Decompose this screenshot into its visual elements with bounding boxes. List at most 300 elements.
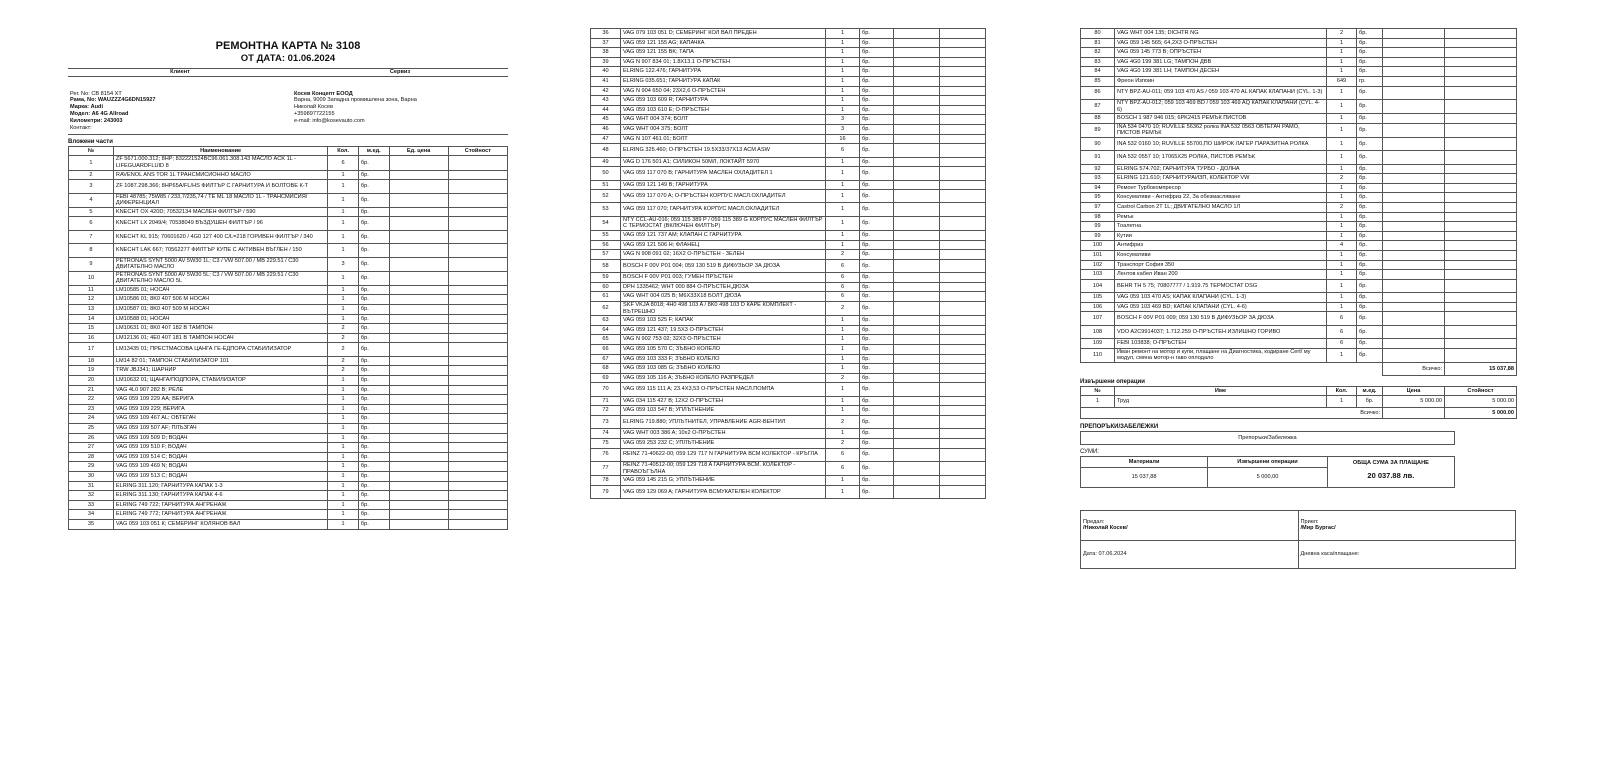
part-unit: бр. (860, 57, 894, 67)
handed-label: Предал: (1083, 518, 1105, 525)
part-unit-price (1383, 29, 1445, 39)
part-row (1081, 212, 1517, 222)
part-value (448, 305, 507, 315)
parts-table-3 (1080, 28, 1517, 376)
part-value (940, 67, 986, 77)
part-qty: 1 (1327, 348, 1357, 362)
part-unit: бр. (358, 217, 389, 230)
part-name: PETRONAS SYNT 5000 AV 5W30 5L; C3 / VW 507.00 / MB 229.51 / C30 ДВИГАТЕЛНО МАСЛО 5L (113, 271, 327, 285)
part-unit-price (1383, 123, 1445, 137)
part-value (940, 344, 986, 354)
part-value (448, 170, 507, 180)
part-row (1081, 164, 1517, 174)
part-qty: 1 (1327, 67, 1357, 77)
part-number: 80 (1081, 29, 1115, 39)
op-col-name: Име (1115, 386, 1327, 395)
part-unit-price (894, 373, 940, 383)
part-number: 19 (69, 366, 114, 376)
part-value (448, 433, 507, 443)
part-qty: 1 (826, 396, 860, 406)
operations-total-label: Всичко: (1081, 407, 1383, 418)
part-qty: 1 (1327, 123, 1357, 137)
part-row (69, 156, 508, 170)
part-name: BOSCH 1 987 946 015; 6PK2415 РЕМЪК ПИСТОВ (1115, 114, 1327, 124)
part-number: 76 (591, 448, 621, 461)
part-number: 72 (591, 406, 621, 416)
part-number: 75 (591, 438, 621, 448)
part-row (1081, 231, 1517, 241)
part-name: KNECHT LX 2049/4; 70538049 ВЪЗДУШЕН ФИЛТЪР / 96 (113, 217, 327, 230)
part-unit: бр. (358, 452, 389, 462)
parts-rows-3 (1081, 29, 1517, 363)
part-qty: 6 (826, 282, 860, 292)
part-row (591, 29, 986, 39)
part-qty: 1 (1327, 114, 1357, 124)
part-name: VAG 059 109 513 C; ВОДАЧ (113, 471, 327, 481)
part-name: Фреон Изпоин (1115, 76, 1327, 86)
part-number: 63 (591, 316, 621, 326)
part-name: Castrol Carbon 2T 1L; ДВИГАТЕЛНО МАСЛО 1Л (1115, 203, 1327, 213)
part-unit-price (389, 305, 448, 315)
part-number: 32 (69, 491, 114, 501)
part-unit-price (1383, 48, 1445, 58)
part-unit: бр. (358, 366, 389, 376)
part-row (591, 250, 986, 260)
part-qty: 649 (1327, 76, 1357, 86)
part-name: ELRING 122.476; ГАРНИТУРА (621, 67, 826, 77)
part-qty: 1 (1327, 231, 1357, 241)
part-value (940, 157, 986, 167)
part-number: 14 (69, 314, 114, 324)
cash-cell: Дневна каса/плащане: (1298, 540, 1516, 568)
part-name: VAG N 904 650 04; 23X2,6 О-ПРЪСТЕН (621, 86, 826, 96)
handed-by-cell (1081, 510, 1299, 540)
part-unit-price (894, 302, 940, 316)
part-row (1081, 137, 1517, 150)
part-qty: 1 (1327, 48, 1357, 58)
part-row (1081, 325, 1517, 338)
part-row (69, 343, 508, 356)
part-row (69, 452, 508, 462)
op-cell-qty: 1 (1327, 395, 1357, 407)
part-unit: бр. (1357, 222, 1383, 232)
service-line: Николай Косев (294, 104, 333, 111)
part-unit-price (389, 295, 448, 305)
part-row (1081, 339, 1517, 349)
part-unit-price (389, 244, 448, 257)
part-unit: бр. (860, 476, 894, 486)
part-unit: бр. (358, 443, 389, 453)
received-by-cell (1298, 510, 1516, 540)
part-name: Ремък (1115, 212, 1327, 222)
part-value (448, 443, 507, 453)
part-name: VAG 059 103 610 E; О-ПРЪСТЕН (621, 105, 826, 115)
part-qty: 1 (328, 414, 359, 424)
part-number: 68 (591, 364, 621, 374)
part-number: 94 (1081, 183, 1115, 193)
service-line: e-mail: info@kosevauto.com (294, 117, 365, 124)
part-unit-price (894, 124, 940, 134)
part-unit-price (389, 404, 448, 414)
part-number: 58 (591, 259, 621, 272)
part-row (1081, 29, 1517, 39)
part-number: 52 (591, 190, 621, 203)
part-number: 8 (69, 244, 114, 257)
part-row (591, 406, 986, 416)
part-number: 28 (69, 452, 114, 462)
part-row (591, 282, 986, 292)
part-value (1445, 57, 1517, 67)
part-name: VAG N 907 834 01; 1.8X13.1 О-ПРЪСТЕН (621, 57, 826, 67)
part-qty: 1 (826, 231, 860, 241)
part-number: 64 (591, 325, 621, 335)
part-qty: 1 (328, 395, 359, 405)
part-unit: бр. (1357, 260, 1383, 270)
part-number: 101 (1081, 251, 1115, 261)
part-number: 95 (1081, 193, 1115, 203)
part-value (940, 476, 986, 486)
notes-section-title: ПРЕПОРЪКИ/ЗАБЕЛЕЖКИ (1080, 423, 1159, 430)
part-number: 105 (1081, 293, 1115, 303)
part-unit: бр. (358, 376, 389, 386)
part-unit: бр. (860, 373, 894, 383)
part-value (448, 510, 507, 520)
part-unit: бр. (860, 438, 894, 448)
part-qty: 1 (826, 325, 860, 335)
part-unit: бр. (860, 250, 894, 260)
part-unit: бр. (860, 344, 894, 354)
part-name: Иван ремонт на мотор и купи, плащане на Диагностика, кодиране Cert/ му модул, смяна мотор-н гаво оплодало (1115, 348, 1327, 362)
part-unit: бр. (860, 157, 894, 167)
part-row (69, 180, 508, 193)
part-name: VAG N 908 091 02; 16X2 О-ПРЪСТЕН - ЗЕЛЕН (621, 250, 826, 260)
part-unit: бр. (860, 190, 894, 203)
part-unit: бр. (1357, 137, 1383, 150)
part-name: LM10632 01; ЩАНГА/ПОДПОРА, СТАБИЛИЗАТОР (113, 376, 327, 386)
part-number: 65 (591, 335, 621, 345)
part-number: 41 (591, 76, 621, 86)
part-unit-price (894, 429, 940, 439)
part-row (591, 180, 986, 190)
part-number: 33 (69, 500, 114, 510)
part-unit: бр. (358, 295, 389, 305)
part-unit-price (894, 231, 940, 241)
part-value (940, 406, 986, 416)
part-qty: 1 (328, 217, 359, 230)
part-qty: 1 (826, 476, 860, 486)
part-unit: бр. (1357, 212, 1383, 222)
notes-header: Препоръки/Забележка (1081, 431, 1455, 444)
part-value (1445, 151, 1517, 164)
part-unit: бр. (1357, 241, 1383, 251)
col-header-qty: Кол. (328, 147, 359, 156)
part-name: VAG 079 103 051 D; СЕМЕРИНГ КОЛ ВАЛ ПРЕДЕН (621, 29, 826, 39)
part-row (1081, 183, 1517, 193)
part-unit-price (389, 271, 448, 285)
operations-table (1080, 386, 1517, 419)
part-unit: бр. (1357, 57, 1383, 67)
part-value (1445, 212, 1517, 222)
part-unit-price (1383, 137, 1445, 150)
part-unit-price (894, 167, 940, 180)
client-service-table (68, 68, 508, 135)
part-row (1081, 174, 1517, 184)
part-unit-price (894, 29, 940, 39)
part-name: BOSCH F 00V P01 003; ГУМЕН ПРЪСТЕН (621, 273, 826, 283)
part-row (1081, 193, 1517, 203)
part-value (940, 231, 986, 241)
part-row (1081, 57, 1517, 67)
part-number: 47 (591, 134, 621, 144)
part-name: VAG 059 109 509 D; ВОДАЧ (113, 433, 327, 443)
client-line: Контакт: (70, 124, 92, 131)
part-qty: 6 (1327, 339, 1357, 349)
part-unit: бр. (358, 414, 389, 424)
part-qty: 1 (1327, 260, 1357, 270)
part-row (591, 67, 986, 77)
service-line: +359897722155 (294, 110, 335, 117)
part-value (448, 366, 507, 376)
signatures-table (1080, 510, 1516, 569)
part-unit-price (389, 333, 448, 343)
part-name: ELRING 719.880; УПЛЪТНИТЕЛ, УПРАВЛЕНИЕ AGR-ВЕНТИЛ (621, 415, 826, 428)
part-name: VAG 059 109 469 N; ВОДАЧ (113, 462, 327, 472)
part-value (1445, 137, 1517, 150)
part-row (69, 462, 508, 472)
part-value (940, 250, 986, 260)
part-unit: бр. (1357, 270, 1383, 280)
part-unit: бр. (860, 383, 894, 396)
part-name: Консумативи (1115, 251, 1327, 261)
part-row (69, 414, 508, 424)
page-1 (68, 40, 508, 530)
client-line: Рама, No: WAUZZZ4G6DN15927 (70, 97, 156, 104)
part-qty: 1 (826, 105, 860, 115)
part-name: VAG D 176 501 A1; СИЛИКОН 50МЛ, ЛОКТАЙТ 5970 (621, 157, 826, 167)
part-unit-price (389, 423, 448, 433)
part-unit: бр. (1357, 86, 1383, 99)
part-row (1081, 260, 1517, 270)
client-line: Модел: A6 4G Allroad (70, 110, 129, 117)
part-unit: бр. (1357, 279, 1383, 292)
part-value (1445, 222, 1517, 232)
col-header-unit-price: Ед. цена (389, 147, 448, 156)
part-unit: бр. (1357, 38, 1383, 48)
part-name: KNECHT OX 420D; 70532134 МАСЛЕН ФИЛТЪР / 590 (113, 207, 327, 217)
part-qty: 1 (328, 510, 359, 520)
part-number: 88 (1081, 114, 1115, 124)
part-number: 29 (69, 462, 114, 472)
part-qty: 6 (826, 273, 860, 283)
part-name: VDO A2C9914037; 1.712.259 О-ПРЪСТЕН ИЗЛИШНО ГОРИВО (1115, 325, 1327, 338)
part-unit: бр. (358, 314, 389, 324)
part-unit: бр. (1357, 67, 1383, 77)
part-unit-price (389, 314, 448, 324)
part-value (940, 415, 986, 428)
part-row (69, 356, 508, 366)
part-name: VAG 034 115 427 B; 12X2 О-ПРЪСТЕН (621, 396, 826, 406)
part-value (448, 314, 507, 324)
part-name: ELRING 749 772; ГАРНИТУРА АНГРЕНАЖ (113, 510, 327, 520)
part-value (1445, 325, 1517, 338)
part-number: 90 (1081, 137, 1115, 150)
part-value (940, 216, 986, 230)
part-qty: 1 (826, 180, 860, 190)
part-unit-price (389, 343, 448, 356)
part-unit-price (1383, 302, 1445, 312)
part-name: LM14 82 01; ТАМПОН СТАБИЛИЗАТОР 101 (113, 356, 327, 366)
part-unit-price (389, 395, 448, 405)
notes-table (1080, 431, 1455, 445)
part-unit: бр. (358, 333, 389, 343)
part-unit-price (389, 414, 448, 424)
part-unit: бр. (860, 406, 894, 416)
part-number: 36 (591, 29, 621, 39)
part-row (591, 38, 986, 48)
part-value (1445, 339, 1517, 349)
part-qty: 1 (826, 406, 860, 416)
op-cell-unit: бр. (1357, 395, 1383, 407)
part-qty: 1 (328, 452, 359, 462)
sums-section-title: СУМИ: (1080, 448, 1099, 455)
part-name: VAG 059 103 470 AS; КАПАК КЛАПАНИ (CYL. 1-3) (1115, 293, 1327, 303)
part-number: 60 (591, 282, 621, 292)
part-unit: бр. (1357, 325, 1383, 338)
parts-section-title: Вложени части (68, 139, 113, 146)
part-unit-price (389, 452, 448, 462)
part-value (1445, 293, 1517, 303)
part-number: 67 (591, 354, 621, 364)
part-value (940, 115, 986, 125)
part-number: 53 (591, 203, 621, 216)
part-value (448, 333, 507, 343)
part-unit-price (1383, 57, 1445, 67)
part-qty: 2 (1327, 203, 1357, 213)
part-qty: 1 (328, 295, 359, 305)
part-unit-price (894, 144, 940, 157)
part-unit: бр. (358, 491, 389, 501)
part-qty: 1 (328, 491, 359, 501)
part-name: VAG N 902 753 02; 32X3 О-ПРЪСТЕН (621, 335, 826, 345)
part-number: 23 (69, 404, 114, 414)
part-number: 99 (1081, 231, 1115, 241)
part-unit-price (389, 156, 448, 170)
part-number: 79 (591, 485, 621, 498)
part-unit: бр. (860, 282, 894, 292)
part-number: 56 (591, 240, 621, 250)
part-qty: 6 (826, 144, 860, 157)
part-number: 43 (591, 96, 621, 106)
part-unit: бр. (860, 485, 894, 498)
part-name: INA 532 0557 10; 17065X25 РОЛКА, ПИСТОВ РЕМЪК (1115, 151, 1327, 164)
part-value (448, 271, 507, 285)
document-date: ОТ ДАТА: 01.06.2024 (240, 53, 336, 64)
part-qty: 2 (826, 415, 860, 428)
part-unit: бр. (860, 115, 894, 125)
part-unit-price (894, 134, 940, 144)
part-row (591, 325, 986, 335)
part-name: LM10631 01; 8K0 407 182 В ТАМПОН (113, 324, 327, 334)
part-unit: бр. (1357, 193, 1383, 203)
part-row (69, 207, 508, 217)
part-value (940, 335, 986, 345)
part-unit: бр. (1357, 151, 1383, 164)
part-value (1445, 114, 1517, 124)
part-unit: бр. (358, 180, 389, 193)
part-unit: бр. (358, 433, 389, 443)
part-unit: бр. (1357, 99, 1383, 113)
part-name: DPH 1335462; WHT 000 884 О-ПРЪСТЕН,ДЮЗА (621, 282, 826, 292)
part-row (591, 415, 986, 428)
part-unit-price (389, 433, 448, 443)
part-qty: 6 (328, 156, 359, 170)
part-qty: 1 (328, 443, 359, 453)
part-qty: 3 (826, 124, 860, 134)
part-unit: бр. (358, 385, 389, 395)
part-unit-price (389, 500, 448, 510)
part-value (1445, 302, 1517, 312)
part-value (448, 395, 507, 405)
part-qty: 2 (328, 366, 359, 376)
part-number: 78 (591, 476, 621, 486)
part-qty: 1 (1327, 279, 1357, 292)
part-qty: 1 (1327, 99, 1357, 113)
sums-col-materials: Материали (1081, 456, 1208, 467)
part-value (940, 273, 986, 283)
sums-table (1080, 456, 1455, 488)
part-value (1445, 183, 1517, 193)
part-name: LM10587 01; 8K0 407 509 М НОСАЧ (113, 305, 327, 315)
part-number: 107 (1081, 312, 1115, 325)
part-unit-price (389, 491, 448, 501)
part-qty: 1 (826, 316, 860, 326)
part-row (1081, 114, 1517, 124)
part-unit-price (389, 356, 448, 366)
part-unit-price (894, 38, 940, 48)
part-row (69, 314, 508, 324)
part-row (1081, 76, 1517, 86)
part-name: ELRING 749 722; ГАРНИТУРА АНГРЕНАЖ (113, 500, 327, 510)
part-value (940, 325, 986, 335)
part-qty: 1 (826, 216, 860, 230)
op-col-number: № (1081, 386, 1115, 395)
part-unit-price (389, 170, 448, 180)
part-unit-price (389, 180, 448, 193)
part-unit: бр. (1357, 29, 1383, 39)
part-value (940, 485, 986, 498)
part-number: 11 (69, 285, 114, 295)
part-value (940, 396, 986, 406)
part-name: INA 532 0160 10; RUVILLE 55700,ПО ШИРОК ЛАГЕР ПАРАЗИТНА РОЛКА (1115, 137, 1327, 150)
part-row (69, 423, 508, 433)
part-number: 21 (69, 385, 114, 395)
part-qty: 1 (1327, 38, 1357, 48)
part-number: 48 (591, 144, 621, 157)
part-unit: бр. (860, 203, 894, 216)
part-row (1081, 241, 1517, 251)
part-name: BOSCH F 00V P01 004; 059 130 519 B ДИФУЗЬОР ЗА ДЮЗА (621, 259, 826, 272)
part-qty: 1 (328, 180, 359, 193)
part-qty: 1 (328, 314, 359, 324)
op-col-qty: Кол. (1327, 386, 1357, 395)
part-value (940, 282, 986, 292)
part-unit: бр. (358, 271, 389, 285)
part-row (69, 305, 508, 315)
part-qty: 1 (328, 207, 359, 217)
part-number: 103 (1081, 270, 1115, 280)
part-value (1445, 241, 1517, 251)
part-unit-price (894, 250, 940, 260)
